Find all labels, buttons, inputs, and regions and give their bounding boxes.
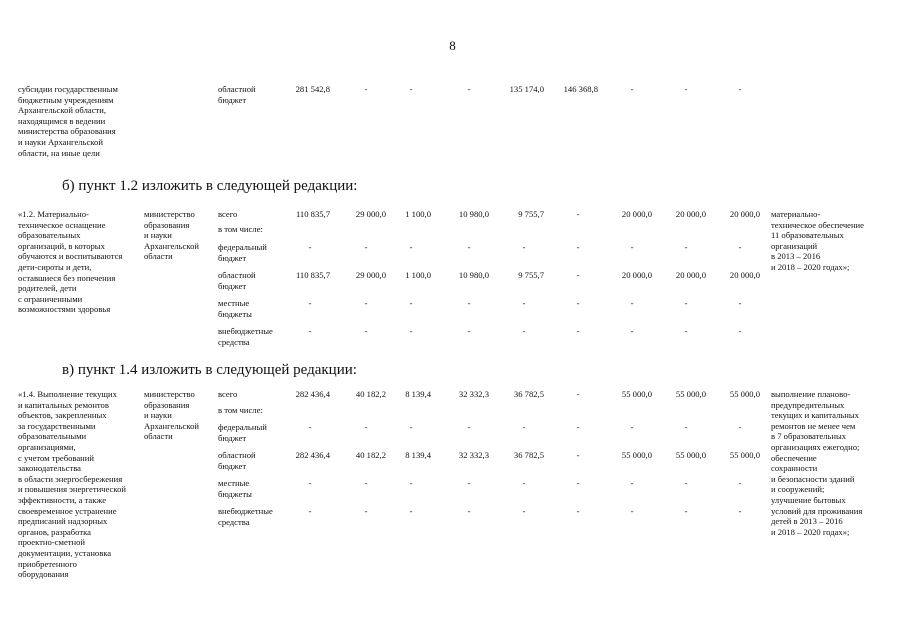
funding-value-cell: 10 980,0: [458, 209, 489, 219]
funding-value-cell: 55 000,0: [729, 450, 760, 460]
funding-value-cell: -: [576, 478, 580, 488]
expected-result-line: в 7 образовательных: [771, 431, 847, 442]
activity-description-line: образовательными: [18, 431, 87, 442]
funding-source-label: в том числе:: [218, 405, 263, 415]
funding-value-cell: -: [738, 478, 742, 488]
funding-source-label: бюджеты: [218, 308, 252, 319]
funding-source-label: бюджет: [218, 252, 247, 263]
funding-value-cell: -: [684, 422, 688, 432]
funding-value-cell: -: [467, 242, 471, 252]
activity-description-line: проектно-сметной: [18, 537, 86, 548]
expected-result-line: организациях ежегодно;: [771, 442, 860, 452]
funding-value-cell: 55 000,0: [621, 450, 652, 460]
funding-value-cell: -: [467, 326, 471, 336]
funding-value-cell: -: [630, 478, 634, 488]
funding-source-label: областной: [218, 270, 256, 280]
funding-value-cell: -: [409, 506, 413, 516]
funding-source-label: бюджет: [218, 94, 247, 105]
expected-result-line: и 2018 – 2020 годах»;: [771, 262, 850, 272]
funding-value-cell: -: [364, 478, 368, 488]
expected-result-line: и сооружений;: [771, 484, 825, 495]
funding-value-cell: -: [308, 298, 312, 308]
activity-description-line: «1.2. Материально-: [18, 209, 89, 219]
funding-value-cell: -: [684, 242, 688, 252]
funding-source-label: средства: [218, 516, 250, 527]
funding-value-cell: -: [409, 298, 413, 308]
funding-source-label: внебюджетные: [218, 506, 273, 516]
expected-result-line: и 2018 – 2020 годах»;: [771, 526, 850, 537]
expected-result-line: техническое обеспечение: [771, 219, 864, 230]
activity-description-line: возможностями здоровья: [18, 304, 111, 315]
expected-result-line: выполнение планово-: [771, 389, 851, 399]
activity-description-line: дети-сироты и дети,: [18, 262, 92, 272]
activity-description-line: техническое оснащение: [18, 219, 106, 230]
funding-value-cell: -: [308, 326, 312, 336]
funding-value-cell: -: [684, 298, 688, 308]
funding-value-cell: -: [467, 298, 471, 308]
funding-value-cell: -: [738, 242, 742, 252]
executor-line: Архангельской: [144, 420, 199, 431]
funding-value-cell: -: [522, 478, 526, 488]
funding-value-cell: 282 436,4: [295, 450, 330, 460]
funding-value-cell: 110 835,7: [295, 209, 330, 219]
funding-value-cell: -: [308, 506, 312, 516]
funding-value-cell: 40 182,2: [355, 450, 386, 460]
funding-value-cell: -: [630, 298, 634, 308]
funding-value-cell: 55 000,0: [675, 450, 706, 460]
activity-description-line: «1.4. Выполнение текущих: [18, 389, 117, 399]
funding-source-label: местные: [218, 478, 250, 488]
funding-value-cell: -: [364, 326, 368, 336]
activity-description-line: в области энергосбережения: [18, 473, 123, 484]
funding-value-cell: -: [409, 242, 413, 252]
activity-description-line: органов, разработка: [18, 526, 91, 537]
funding-value-cell: -: [576, 298, 580, 308]
funding-source-label: бюджеты: [218, 488, 252, 499]
expected-result-line: ремонтов не менее чем: [771, 420, 856, 431]
expected-result-line: детей в 2013 – 2016: [771, 516, 843, 527]
funding-value-cell: 55 000,0: [729, 389, 760, 399]
funding-value-cell: 20 000,0: [621, 209, 652, 219]
funding-value-cell: -: [684, 326, 688, 336]
funding-value-cell: -: [522, 298, 526, 308]
funding-value-cell: -: [409, 478, 413, 488]
executor-line: области: [144, 251, 173, 262]
funding-value-cell: 282 436,4: [295, 389, 330, 399]
funding-value-cell: -: [467, 422, 471, 432]
funding-value-cell: 110 835,7: [295, 270, 330, 280]
funding-value-cell: -: [576, 450, 580, 460]
funding-value-cell: 20 000,0: [729, 270, 760, 280]
executor-line: министерство: [144, 209, 195, 219]
funding-value-cell: -: [576, 209, 580, 219]
funding-value-cell: -: [364, 506, 368, 516]
funding-value-cell: 135 174,0: [509, 84, 544, 94]
funding-value-cell: -: [738, 422, 742, 432]
funding-value-cell: -: [630, 506, 634, 516]
activity-description-line: Архангельской области,: [18, 105, 107, 116]
activity-description-line: бюджетным учреждениям: [18, 94, 114, 105]
funding-value-cell: 36 782,5: [513, 389, 544, 399]
funding-value-cell: 281 542,8: [295, 84, 330, 94]
funding-value-cell: 29 000,0: [355, 209, 386, 219]
heading-c: в) пункт 1.4 изложить в следующей редакции:: [62, 362, 357, 378]
funding-source-label: местные: [218, 298, 250, 308]
funding-value-cell: 32 332,3: [458, 450, 489, 460]
funding-value-cell: 9 755,7: [518, 209, 544, 219]
funding-value-cell: -: [364, 422, 368, 432]
executor-line: области: [144, 431, 173, 442]
expected-result-line: организаций: [771, 240, 818, 251]
executor-line: образования: [144, 399, 190, 410]
expected-result-line: 11 образовательных: [771, 230, 844, 241]
expected-result-line: материально-: [771, 209, 821, 219]
activity-description-line: оставшиеся без попечения: [18, 272, 116, 283]
funding-value-cell: 55 000,0: [621, 389, 652, 399]
funding-value-cell: -: [630, 326, 634, 336]
activity-description-line: находящимся в ведении: [18, 115, 106, 126]
funding-value-cell: -: [576, 422, 580, 432]
activity-description-line: с учетом требований: [18, 452, 94, 463]
expected-result-line: предупредительных: [771, 399, 845, 410]
activity-description-line: за государственными: [18, 420, 96, 431]
expected-result-line: условий для проживания: [771, 505, 863, 516]
funding-value-cell: -: [576, 506, 580, 516]
activity-description-line: и повышения энергетической: [18, 484, 126, 495]
funding-value-cell: -: [684, 478, 688, 488]
funding-value-cell: 20 000,0: [675, 209, 706, 219]
funding-value-cell: 29 000,0: [355, 270, 386, 280]
funding-source-label: федеральный: [218, 422, 267, 432]
funding-value-cell: -: [738, 298, 742, 308]
funding-value-cell: -: [467, 84, 471, 94]
funding-value-cell: -: [576, 270, 580, 280]
funding-value-cell: 36 782,5: [513, 450, 544, 460]
activity-description-line: образовательных: [18, 230, 81, 241]
funding-source-label: федеральный: [218, 242, 267, 252]
funding-value-cell: -: [576, 326, 580, 336]
funding-value-cell: -: [684, 506, 688, 516]
activity-description-line: обучаются и воспитываются: [18, 251, 123, 262]
expected-result-line: обеспечение: [771, 452, 817, 463]
funding-source-label: бюджет: [218, 432, 247, 443]
funding-value-cell: -: [630, 422, 634, 432]
funding-value-cell: -: [409, 84, 413, 94]
funding-source-label: всего: [218, 389, 238, 399]
expected-result-line: улучшение бытовых: [771, 495, 846, 505]
funding-value-cell: 9 755,7: [518, 270, 544, 280]
funding-value-cell: -: [684, 84, 688, 94]
activity-description-line: предписаний надзорных: [18, 516, 108, 527]
activity-description-line: и науки Архангельской: [18, 137, 103, 147]
funding-source-label: областной: [218, 450, 256, 460]
funding-value-cell: 8 139,4: [405, 389, 431, 399]
executor-line: образования: [144, 219, 190, 230]
expected-result-line: сохранности: [771, 463, 818, 474]
funding-value-cell: 40 182,2: [355, 389, 386, 399]
activity-description-line: субсидии государственным: [18, 84, 118, 94]
funding-value-cell: 55 000,0: [675, 389, 706, 399]
funding-value-cell: -: [738, 84, 742, 94]
funding-value-cell: -: [522, 506, 526, 516]
funding-value-cell: -: [308, 422, 312, 432]
executor-line: Архангельской: [144, 240, 199, 251]
funding-source-label: внебюджетные: [218, 326, 273, 336]
activity-description-line: и капитальных ремонтов: [18, 399, 109, 410]
activity-description-line: документации, установка: [18, 548, 112, 558]
funding-value-cell: -: [738, 506, 742, 516]
funding-value-cell: -: [364, 298, 368, 308]
funding-value-cell: -: [409, 326, 413, 336]
funding-source-label: бюджет: [218, 460, 247, 471]
activity-description-line: области, на иные цели: [18, 147, 100, 158]
expected-result-line: и безопасности зданий: [771, 473, 855, 484]
expected-result-line: текущих и капитальных: [771, 410, 859, 421]
funding-source-label: областной: [218, 84, 256, 94]
funding-value-cell: 1 100,0: [405, 209, 431, 219]
funding-source-label: бюджет: [218, 280, 247, 291]
funding-value-cell: 1 100,0: [405, 270, 431, 280]
funding-value-cell: -: [576, 389, 580, 399]
funding-value-cell: -: [467, 478, 471, 488]
funding-value-cell: -: [630, 242, 634, 252]
funding-value-cell: -: [364, 242, 368, 252]
funding-value-cell: -: [467, 506, 471, 516]
activity-description-line: эффективности, а также: [18, 495, 107, 505]
funding-value-cell: 20 000,0: [621, 270, 652, 280]
activity-description-line: своевременное устранение: [18, 505, 117, 516]
heading-b: б) пункт 1.2 изложить в следующей редакции:: [62, 178, 358, 194]
activity-description-line: организациями,: [18, 442, 76, 452]
funding-value-cell: -: [630, 84, 634, 94]
executor-line: и науки: [144, 410, 172, 421]
activity-description-line: приобретенного: [18, 558, 77, 569]
activity-description-line: родителей, дети: [18, 283, 77, 294]
activity-description-line: организаций, в которых: [18, 240, 105, 251]
executor-line: и науки: [144, 230, 172, 241]
funding-value-cell: -: [738, 326, 742, 336]
funding-source-label: средства: [218, 336, 250, 347]
page-number: 8: [449, 38, 456, 53]
funding-value-cell: -: [522, 242, 526, 252]
funding-source-label: всего: [218, 209, 238, 219]
funding-value-cell: 8 139,4: [405, 450, 431, 460]
funding-value-cell: -: [522, 326, 526, 336]
funding-value-cell: -: [308, 242, 312, 252]
funding-value-cell: 20 000,0: [729, 209, 760, 219]
funding-value-cell: -: [308, 478, 312, 488]
funding-value-cell: 146 368,8: [563, 84, 598, 94]
funding-value-cell: -: [364, 84, 368, 94]
activity-description-line: объектов, закрепленных: [18, 410, 107, 421]
activity-description-line: законодательства: [18, 463, 81, 474]
funding-value-cell: -: [522, 422, 526, 432]
funding-value-cell: 32 332,3: [458, 389, 489, 399]
funding-value-cell: -: [409, 422, 413, 432]
activity-description-line: министерства образования: [18, 126, 116, 137]
funding-value-cell: 20 000,0: [675, 270, 706, 280]
activity-description-line: оборудования: [18, 569, 69, 580]
funding-value-cell: 10 980,0: [458, 270, 489, 280]
funding-source-label: в том числе:: [218, 224, 263, 234]
executor-line: министерство: [144, 389, 195, 399]
expected-result-line: в 2013 – 2016: [771, 251, 821, 262]
activity-description-line: с ограниченными: [18, 293, 83, 304]
funding-value-cell: -: [576, 242, 580, 252]
